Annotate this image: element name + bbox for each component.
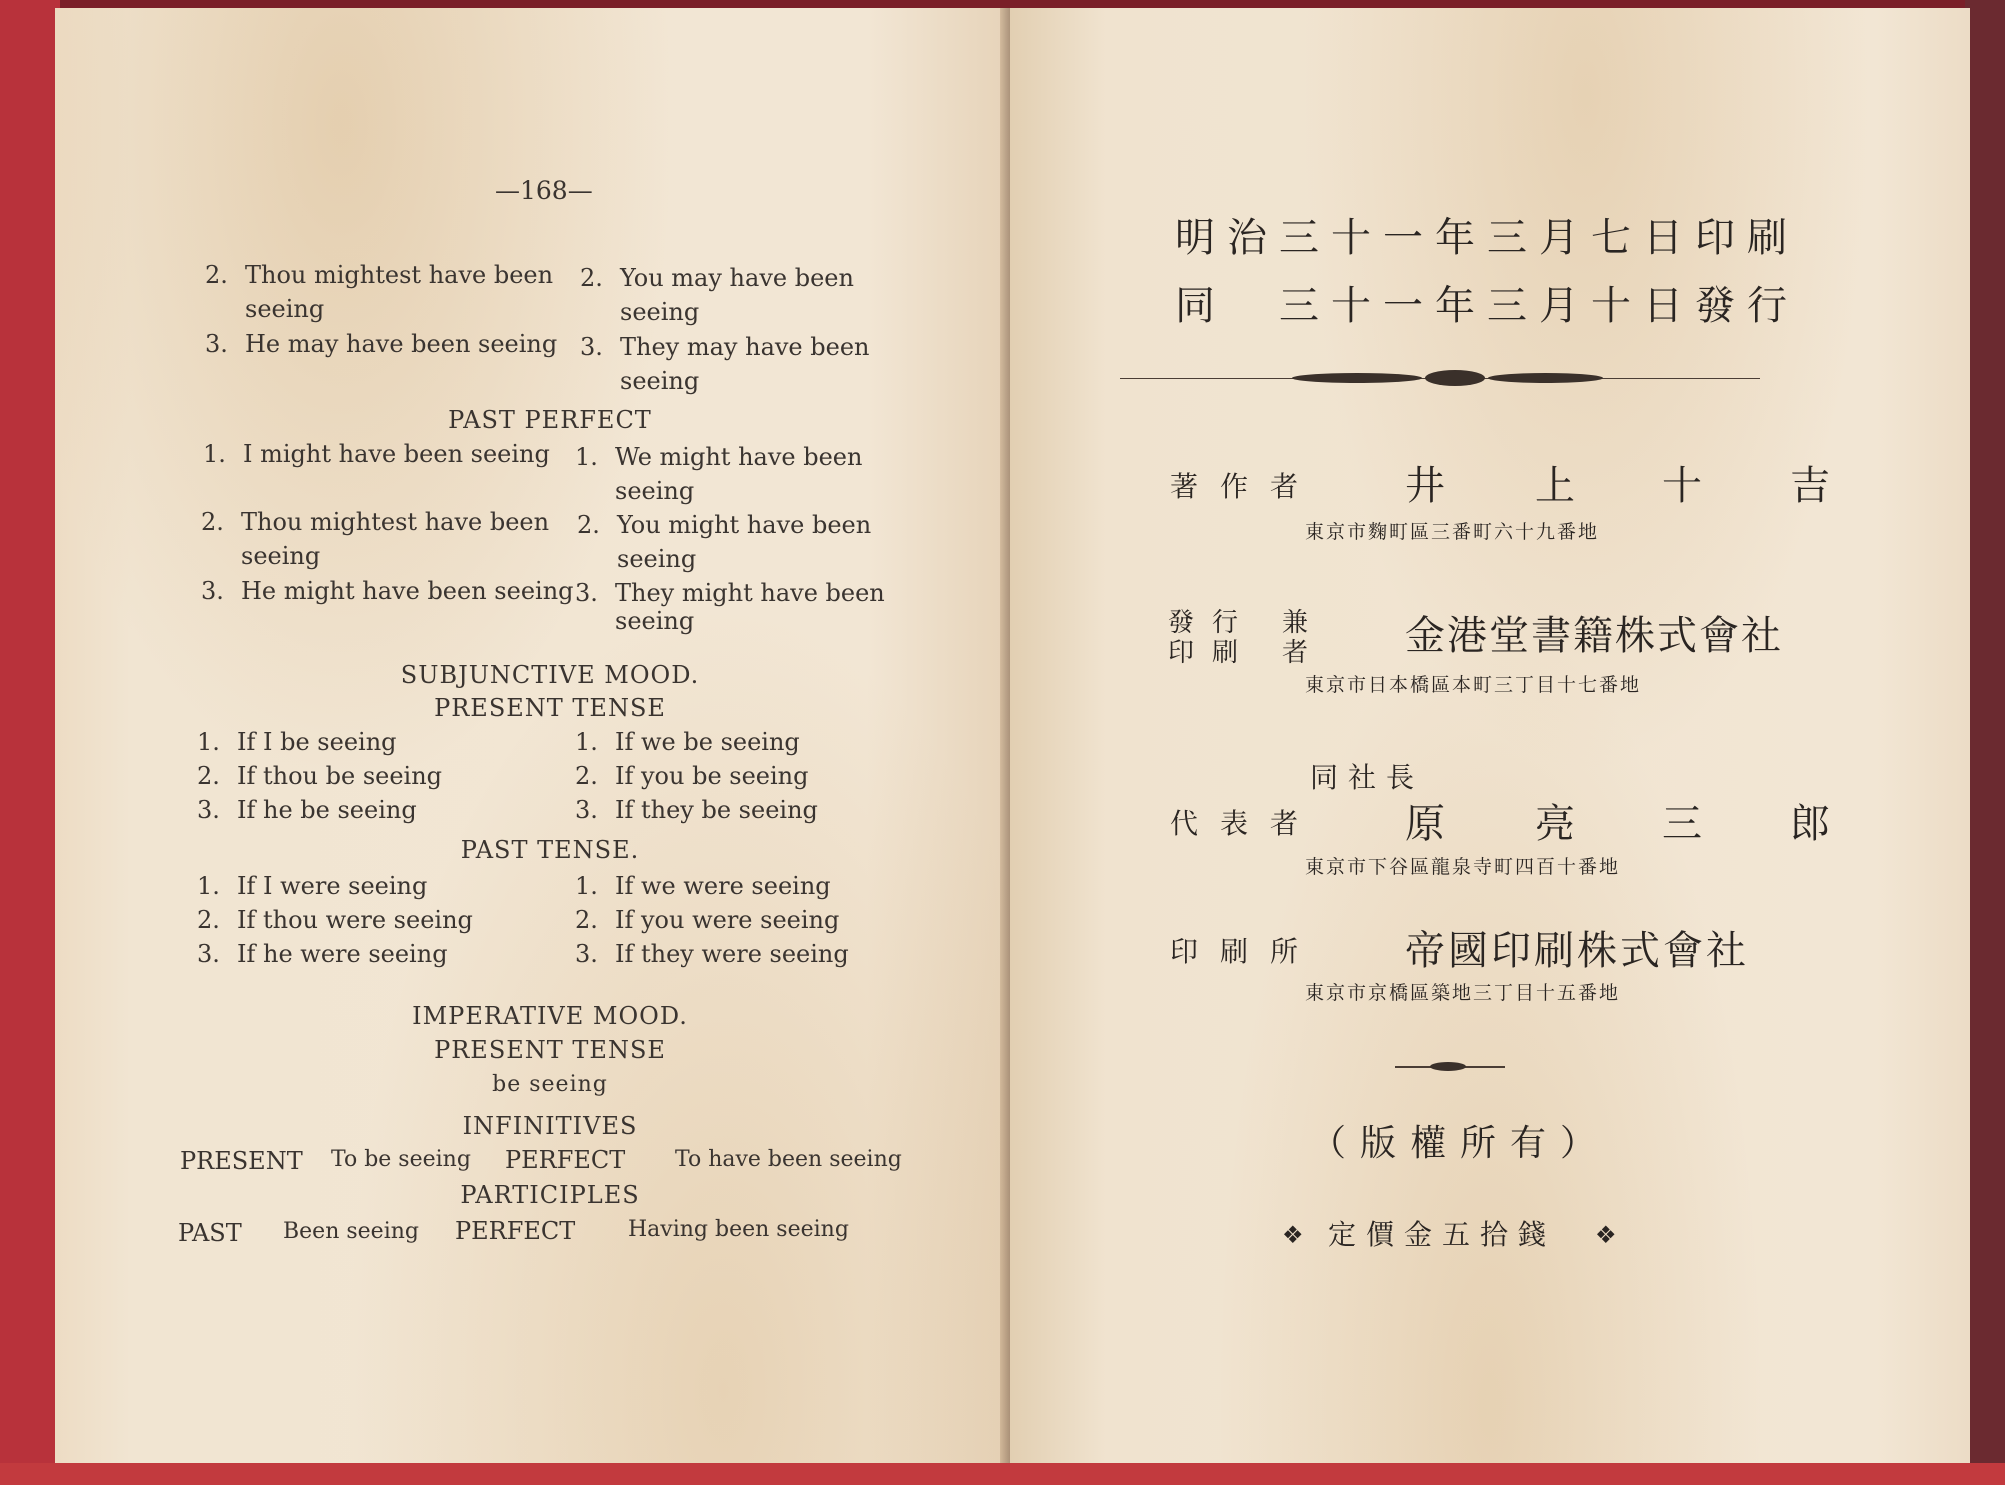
president-title: 同社長 xyxy=(1310,761,1425,794)
ornament-left xyxy=(1292,373,1422,383)
book-cover-right-edge xyxy=(1965,0,2005,1485)
issue-date: 同 三十一年三月十日發行 xyxy=(1175,283,1799,329)
participle-perfect-label: PERFECT xyxy=(455,1217,576,1245)
right-page xyxy=(1010,8,1970,1463)
page-number: —168— xyxy=(495,176,593,205)
author-name-3: 十 xyxy=(1662,463,1702,509)
list-item: 3. If he be seeing xyxy=(197,796,417,824)
list-item-continuation: seeing xyxy=(620,298,700,326)
section-heading: PAST PERFECT xyxy=(448,406,652,434)
infinitive-present-label: PRESENT xyxy=(180,1147,303,1175)
section-heading: INFINITIVES xyxy=(462,1112,638,1140)
author-name-4: 吉 xyxy=(1790,463,1830,509)
ornament-center xyxy=(1425,370,1485,386)
list-item: 2. You may have been xyxy=(580,264,854,292)
author-name-2: 上 xyxy=(1535,463,1575,509)
list-item: 3. If he were seeing xyxy=(197,940,448,968)
publisher-label-bottom: 印刷 xyxy=(1168,638,1257,668)
representative-label: 代表者 xyxy=(1170,807,1321,840)
imperative-form: be seeing xyxy=(492,1072,608,1097)
participle-past-label: PAST xyxy=(178,1219,242,1247)
list-item: 1. I might have been seeing xyxy=(203,440,550,468)
book-cover-left-edge xyxy=(0,0,60,1485)
representative-name-3: 三 xyxy=(1662,801,1702,847)
infinitive-present-form: To be seeing xyxy=(331,1147,471,1172)
list-item-continuation: seeing xyxy=(245,295,325,323)
list-item: 1. We might have been xyxy=(575,443,863,471)
list-item-continuation: seeing xyxy=(241,542,321,570)
list-item: 1. If I were seeing xyxy=(197,872,428,900)
publisher-address: 東京市日本橋區本町三丁目十七番地 xyxy=(1305,674,1642,696)
publisher-label-suffix-top: 兼 xyxy=(1282,608,1309,638)
sub-heading: PRESENT TENSE xyxy=(434,694,666,722)
list-item: 3. If they be seeing xyxy=(575,796,818,824)
printer-label: 印刷所 xyxy=(1170,935,1321,968)
list-item: 1. If we be seeing xyxy=(575,728,800,756)
printer-address: 東京市京橋區築地三丁目十五番地 xyxy=(1305,982,1621,1004)
section-heading: IMPERATIVE MOOD. xyxy=(412,1002,688,1030)
price: 定價金五拾錢 xyxy=(1328,1218,1557,1251)
publisher-label-suffix-bottom: 者 xyxy=(1282,638,1309,668)
author-label: 著作者 xyxy=(1170,470,1321,503)
publisher-label-top: 發行 xyxy=(1168,608,1257,638)
list-item-continuation: seeing xyxy=(615,607,695,635)
list-item: 3. If they were seeing xyxy=(575,940,849,968)
sub-heading: PAST TENSE. xyxy=(460,836,640,864)
list-item-continuation: seeing xyxy=(615,477,695,505)
small-ornament xyxy=(1430,1062,1466,1071)
representative-address: 東京市下谷區龍泉寺町四百十番地 xyxy=(1305,856,1621,878)
infinitive-perfect-label: PERFECT xyxy=(505,1146,626,1174)
section-heading: SUBJUNCTIVE MOOD. xyxy=(400,661,700,689)
publisher-name: 金港堂書籍株式會社 xyxy=(1405,613,1783,659)
list-item: 3. He might have been seeing xyxy=(201,577,574,605)
representative-name-2: 亮 xyxy=(1535,801,1575,847)
list-item: 2. If thou were seeing xyxy=(197,906,473,934)
sub-heading: PRESENT TENSE xyxy=(434,1036,666,1064)
fleuron-left-icon: ❖ xyxy=(1282,1221,1304,1249)
printer-name: 帝國印刷株式會社 xyxy=(1405,928,1749,974)
list-item: 3. He may have been seeing xyxy=(205,330,558,358)
list-item: 2. Thou mightest have been xyxy=(201,508,550,536)
representative-name-1: 原 xyxy=(1405,801,1445,847)
ornament-right xyxy=(1488,373,1603,383)
list-item: 2. If you were seeing xyxy=(575,906,840,934)
list-item-continuation: seeing xyxy=(617,545,697,573)
participle-past-form: Been seeing xyxy=(283,1219,419,1244)
list-item: 1. If we were seeing xyxy=(575,872,831,900)
section-heading: PARTICIPLES xyxy=(460,1181,640,1209)
left-page xyxy=(55,8,1010,1463)
book-cover-bottom-edge xyxy=(0,1463,2005,1485)
copyright-notice: （版權所有） xyxy=(1310,1123,1611,1164)
list-item: 2. If thou be seeing xyxy=(197,762,443,790)
fleuron-right-icon: ❖ xyxy=(1595,1221,1617,1249)
participle-perfect-form: Having been seeing xyxy=(628,1217,849,1242)
list-item: 1. If I be seeing xyxy=(197,728,397,756)
list-item: 3. They might have been xyxy=(575,579,885,607)
print-date: 明治三十一年三月七日印刷 xyxy=(1175,215,1799,261)
representative-name-4: 郎 xyxy=(1790,801,1830,847)
author-name-1: 井 xyxy=(1405,463,1445,509)
author-address: 東京市麴町區三番町六十九番地 xyxy=(1305,521,1600,543)
infinitive-perfect-form: To have been seeing xyxy=(675,1147,902,1172)
list-item: 2. Thou mightest have been xyxy=(205,261,554,289)
list-item: 2. You might have been xyxy=(577,511,872,539)
list-item: 2. If you be seeing xyxy=(575,762,809,790)
list-item-continuation: seeing xyxy=(620,367,700,395)
list-item: 3. They may have been xyxy=(580,333,870,361)
